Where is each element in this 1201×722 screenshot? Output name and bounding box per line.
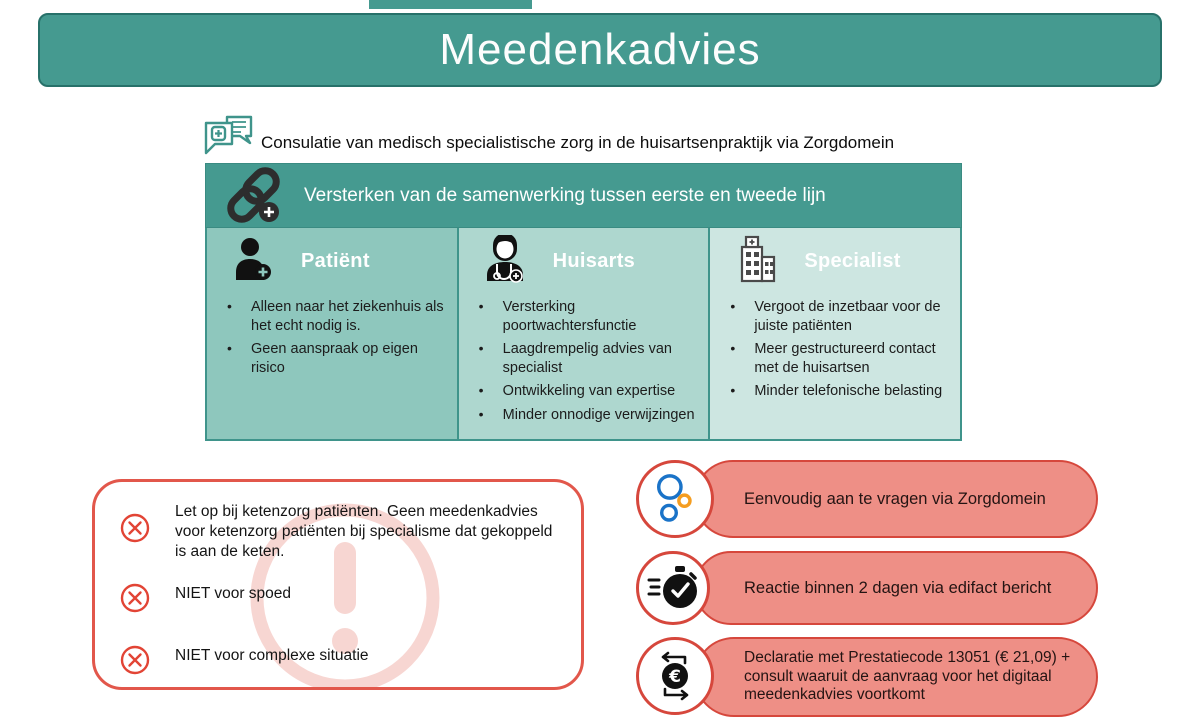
benefits-block [205, 163, 962, 441]
intro-text: Consulatie van medisch specialistische zorg in de huisartsenpraktijk via Zorgdomein [261, 133, 895, 152]
pill-text: Declaratie met Prestatiecode 13051 (€ 21,09) + consult waaruit de aanvraag voor het digitaal meedenkadvies voortkomt [744, 648, 1071, 704]
chat-plus-icon [203, 113, 257, 166]
euro-exchange-icon [636, 637, 714, 715]
list-item: • Ontwikkeling van expertise [459, 382, 709, 401]
column-huisarts [457, 228, 709, 439]
column-patient-header [207, 228, 457, 288]
pill [694, 460, 1098, 538]
page-title: Meedenkadvies [439, 25, 761, 74]
warning-text: NIET voor spoed [175, 585, 292, 602]
column-huisarts-list [459, 298, 709, 424]
columns [205, 228, 962, 441]
list-item: • Laagdrempelig advies van specialist [459, 340, 709, 377]
hospital-building-icon [734, 235, 778, 288]
top-accent-strip [369, 0, 532, 9]
pill [694, 637, 1098, 717]
banner-text: Versterken van de samenwerking tussen eerste en tweede lijn [304, 184, 826, 206]
list-item: • Vergoot de inzetbaar voor de juiste patiënten [710, 298, 960, 335]
column-huisarts-header [459, 228, 709, 288]
page-header [38, 13, 1162, 87]
pill-text: Reactie binnen 2 dagen via edifact bericht [744, 578, 1052, 597]
x-circle-icon [119, 644, 151, 681]
column-patient-title: Patiënt [301, 249, 370, 272]
zorgdomein-logo [636, 460, 714, 538]
pill [694, 551, 1098, 625]
doctor-icon [483, 235, 527, 288]
warning-text: Let op bij ketenzorg patiënten. Geen meedenkadvies voor ketenzorg patiënten bij specialisme dat gekoppeld is aan de keten. [175, 503, 553, 561]
list-item: • Versterking poortwachtersfunctie [459, 298, 709, 335]
column-patient [207, 228, 457, 439]
list-item: • Meer gestructureerd contact met de huisartsen [710, 340, 960, 377]
list-item: • Alleen naar het ziekenhuis als het echt nodig is. [207, 298, 457, 335]
warning-box [92, 479, 584, 690]
banner [205, 163, 962, 228]
list-item: • Minder onnodige verwijzingen [459, 406, 709, 425]
list-item: • Geen aanspraak op eigen risico [207, 340, 457, 377]
column-specialist-list [710, 298, 960, 401]
column-patient-list [207, 298, 457, 377]
list-item: • Minder telefonische belasting [710, 382, 960, 401]
patient-plus-icon [231, 236, 275, 287]
column-specialist-title: Specialist [804, 249, 901, 272]
pill-text: Eenvoudig aan te vragen via Zorgdomein [744, 489, 1046, 508]
chain-link-icon [222, 167, 286, 225]
warning-text: NIET voor complexe situatie [175, 647, 369, 664]
svg-text:€: € [669, 667, 681, 687]
column-specialist-header [710, 228, 960, 288]
column-specialist [708, 228, 960, 439]
stopwatch-check-icon [636, 551, 710, 625]
x-circle-icon [119, 582, 151, 619]
column-huisarts-title: Huisarts [552, 249, 636, 272]
x-circle-icon [119, 512, 151, 549]
